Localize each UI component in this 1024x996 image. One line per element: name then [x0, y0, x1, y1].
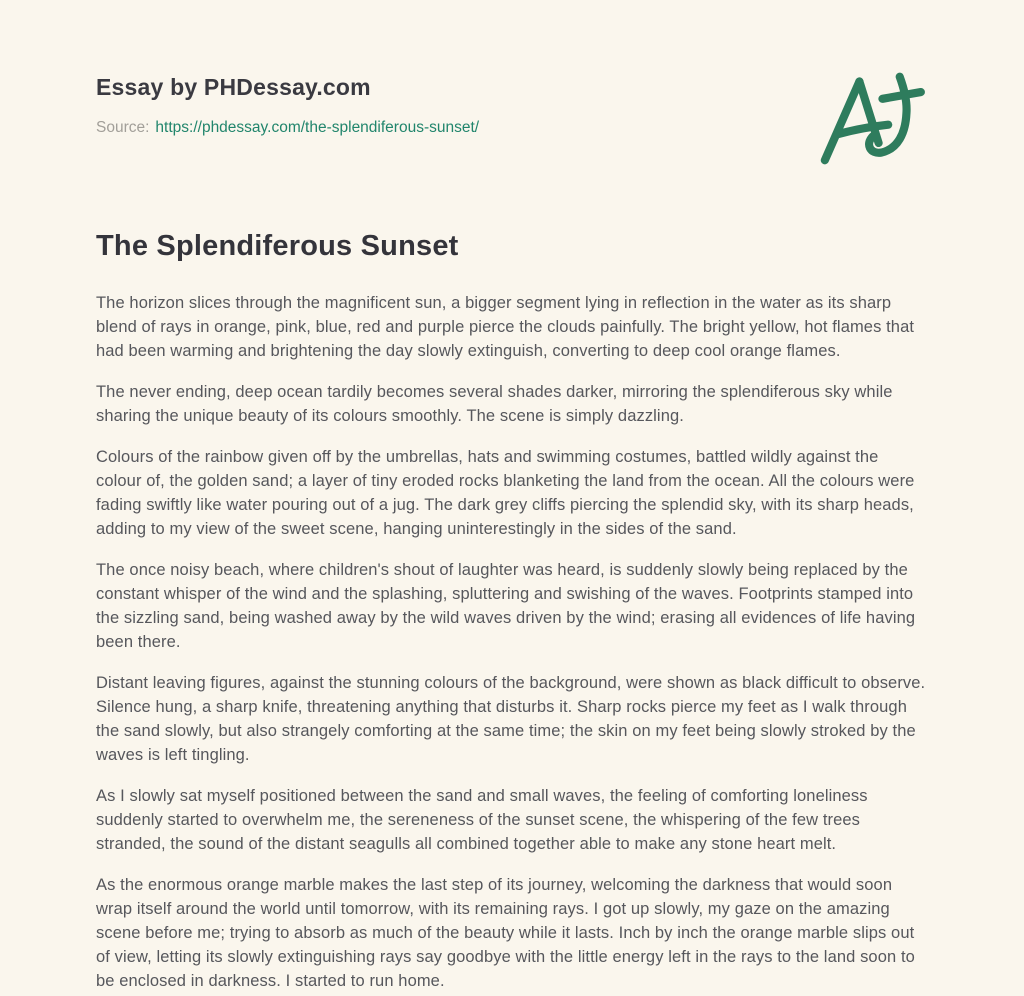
header-text-block	[96, 74, 479, 137]
essay-paragraph: The horizon slices through the magnificent sun, a bigger segment lying in reflection in the water as its sharp blend of rays in orange, pink, blue, red and purple pierce the clouds painfully. The bright yellow, hot flames that had been warming and brightening the day slowly extinguish, converting to deep cool orange flames.	[96, 294, 915, 360]
essay-paragraph: As I slowly sat myself positioned between the sand and small waves, the feeling of comforting loneliness suddenly started to overwhelm me, the sereneness of the sunset scene, the whispering of the few trees stranded, the sound of the distant seagulls all combined together able to make any stone heart melt.	[96, 787, 868, 853]
essay-body	[96, 291, 928, 993]
source-label: Source:	[96, 119, 150, 136]
essay-paragraph: The never ending, deep ocean tardily becomes several shades darker, mirroring the splendiferous sky while sharing the unique beauty of its colours smoothly. The scene is simply dazzling.	[96, 383, 893, 425]
phdessay-a-plus-logo-icon	[810, 70, 928, 166]
essay-paragraph: Colours of the rainbow given off by the umbrellas, hats and swimming costumes, battled wildly against the colour of, the golden sand; a layer of tiny eroded rocks blanketing the land from the ocean. All the colours were fading swiftly like water pouring out of a jug. The dark grey cliffs piercing the splendid sky, with its sharp heads, adding to my view of the sweet scene, hanging uninterestingly in the sides of the sand.	[96, 448, 915, 538]
source-link[interactable]: https://phdessay.com/the-splendiferous-sunset/	[155, 119, 480, 136]
essay-title: The Splendiferous Sunset	[96, 230, 459, 262]
byline: Essay by PHDessay.com	[96, 74, 371, 100]
page-header	[96, 74, 928, 166]
essay-paragraph: Distant leaving figures, against the stunning colours of the background, were shown as black difficult to observe. Silence hung, a sharp knife, threatening anything that disturbs it. Sharp rocks pierce my feet as I walk through the sand slowly, but also strangely comforting at the same time; the skin on my feet being slowly stroked by the waves is left tingling.	[96, 674, 926, 764]
source-line	[96, 119, 479, 137]
essay-paragraph: The once noisy beach, where children's shout of laughter was heard, is suddenly slowly being replaced by the constant whisper of the wind and the splashing, spluttering and swishing of the waves. Footprints stamped into the sizzling sand, being washed away by the wild waves driven by the wind; erasing all evidences of life having been there.	[96, 561, 916, 651]
essay-paragraph: As the enormous orange marble makes the last step of its journey, welcoming the darkness that would soon wrap itself around the world until tomorrow, with its remaining rays. I got up slowly, my gaze on the amazing scene before me; trying to absorb as much of the beauty while it lasts. Inch by inch the orange marble slips out of view, letting its slowly extinguishing rays say goodbye with the little energy left in the rays to the land soon to be enclosed in darkness. I started to run home.	[96, 876, 915, 990]
